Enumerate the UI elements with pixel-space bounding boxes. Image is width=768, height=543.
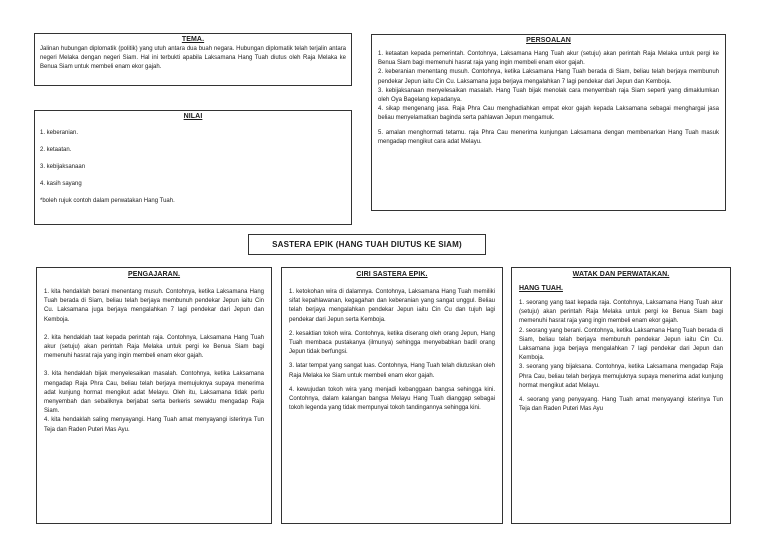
pengajaran-item: 3. kita hendaklah bijak menyelesaikan masalah. Contohnya, ketika Laksamana mengadap Raja Phra Cau, beliau telah berjaya memujuknya supaya menerima adat kunjung hormat mengikut adat Melayu. Oleh itu, Laksamana tidak perlu menyembah dan sebaliknya berjabat serta berkeris sewaktu mengadap Raja Siam.: [44, 371, 264, 415]
center-title: SASTERA EPIK (HANG TUAH DIUTUS KE SIAM): [272, 240, 462, 249]
persoalan-box: [371, 34, 726, 211]
persoalan-title: PERSOALAN: [526, 37, 571, 44]
watak-title: WATAK DAN PERWATAKAN.: [572, 271, 670, 278]
persoalan-item: 5. amalan menghormati tetamu. raja Phra Cau menerima kunjungan Laksamana dengan membenarkan Hang Tuah masuk mengadap mengikut cara adat Melayu.: [378, 129, 719, 145]
nilai-item: 3. kebijaksanaan: [40, 164, 86, 170]
persoalan-item: 4. sikap mengenang jasa. Raja Phra Cau menghadiahkan empat ekor gajah kepada Laksamana sebagai menghargai jasa beliau menyelamatkan baginda serta pahlawan Jepun mengamuk.: [378, 106, 719, 122]
pengajaran-item: 2. kita hendaklah taat kepada perintah raja. Contohnya, Laksamana Hang Tuah akur (setuju) akan perintah Raja Melaka untuk pergi ke Benua Siam bagi memenuhi hasrat raja yang ingin membeli enam ekor gajah.: [44, 334, 264, 360]
persoalan-item: 3. kebijaksanaan menyelesaikan masalah. Hang Tuah bijak menolak cara menyembah raja Siam seperti yang dimaklumkan oleh Oya Bagelang kepadanya.: [378, 87, 719, 104]
nilai-item: 2. ketaatan.: [40, 147, 72, 153]
ciri-title: CIRI SASTERA EPIK.: [356, 271, 428, 278]
persoalan-item: 2. keberanian menentang musuh. Contohnya, ketika Laksamana Hang Tuah berada di Siam, beliau telah berjaya membunuh pendekar Jepun iaitu Cin Cu. Laksamana juga berjaya mengalahkan 7 lagi pendekar dari Jepun dan Kemboja.: [378, 69, 719, 85]
tema-box: [34, 33, 352, 86]
pengajaran-box: [36, 267, 272, 524]
watak-subtitle: HANG TUAH.: [519, 285, 563, 292]
watak-item: 1. seorang yang taat kepada raja. Contohnya, Laksamana Hang Tuah akur (setuju) akan perintah Raja Melaka untuk pergi ke Benua Siam bagi memenuhi hasrat raja yang ingin membeli enam ekor gajah.: [519, 300, 723, 325]
tema-title: TEMA.: [181, 36, 205, 43]
pengajaran-item: 1. kita hendaklah berani menentang musuh. Contohnya, ketika Laksamana Hang Tuah berada di Siam, beliau telah berjaya membunuh pendekar Jepun iaitu Cin Cu. Laksamana juga berjaya mengalahkan 7 lagi pendekar dari Jepun dan Kemboja.: [44, 289, 264, 323]
nilai-note: *boleh rujuk contoh dalam perwatakan Hang Tuah.: [40, 198, 175, 204]
ciri-item: 2. kesaktian tokoh wira. Contohnya, ketika diserang oleh orang Jepun, Hang Tuah membaca pustakanya (ilmunya) sehingga menyebabkan badil orang Jepun tidak berfungsi.: [289, 330, 495, 356]
ciri-item: 4. kewujudan tokoh wira yang menjadi kebanggaan bangsa sehingga kini. Contohnya, dalam kalangan bangsa Melayu Hang Tuah dianggap sebagai tokoh legenda yang tidak mempunyai tokoh tandingannya sehingga kini.: [289, 386, 495, 412]
tema-body: Jalinan hubungan diplomatik (politik) yang utuh antara dua buah negara. Hubungan diplomatik telah terjalin antara negeri Melaka dengan negeri Siam. Hal ini terbukti apabila Laksamana Hang Tuah diutus oleh Raja Melaka ke Benua Siam untuk membeli enam ekor gajah.: [40, 46, 346, 71]
pengajaran-item: 4. kita hendaklah saling menyayangi. Hang Tuah amat menyayangi isterinya Tun Teja dan Raden Puteri Mas Ayu.: [44, 417, 264, 433]
nilai-title: NILAI: [183, 113, 203, 120]
nilai-box: [34, 110, 352, 225]
watak-item: 3. seorang yang bijaksana. Contohnya, ketika Laksamana mengadap Raja Phra Cau, beliau telah berjaya memujuknya supaya menerima adat kunjung hormat mengikut adat Melayu.: [519, 364, 723, 389]
ciri-box: [281, 267, 503, 524]
ciri-item: 1. ketokohan wira di dalamnya. Contohnya, Laksamana Hang Tuah memiliki sifat kepahlawanan, kegagahan dan keberanian yang sangat unggul. Beliau telah berjaya mengalahkan pendekar Jepun iaitu Cin Cu dan tujuh lagi pendekar dari Jepun serta Kemboja.: [289, 289, 495, 323]
watak-item: 4. seorang yang penyayang. Hang Tuah amat menyayangi isterinya Tun Teja dan Raden Puteri Mas Ayu: [519, 397, 723, 413]
nilai-item: 1. keberanian.: [40, 130, 79, 136]
ciri-item: 3. latar tempat yang sangat luas. Contohnya, Hang Tuah telah diutuskan oleh Raja Melaka ke Siam untuk membeli enam ekor gajah.: [289, 363, 495, 379]
watak-item: 2. seorang yang berani. Contohnya, ketika Laksamana Hang Tuah berada di Siam, beliau telah berjaya membunuh pendekar Jepun iaitu Cin Cu. Laksamana juga berjaya mengalahkan 7 lagi pendekar dari Jepun dan Kemboja.: [519, 327, 723, 362]
persoalan-item: 1. ketaatan kepada pemerintah. Contohnya, Laksamana Hang Tuah akur (setuju) akan perintah Raja Melaka untuk pergi ke Benua Siam bagi memenuhi hasrat raja yang ingin membeli enam ekor gajah.: [378, 51, 719, 67]
nilai-item: 4. kasih sayang: [40, 181, 82, 187]
watak-box: [511, 267, 731, 524]
center-title-box: [248, 234, 486, 255]
pengajaran-title: PENGAJARAN.: [127, 271, 181, 278]
